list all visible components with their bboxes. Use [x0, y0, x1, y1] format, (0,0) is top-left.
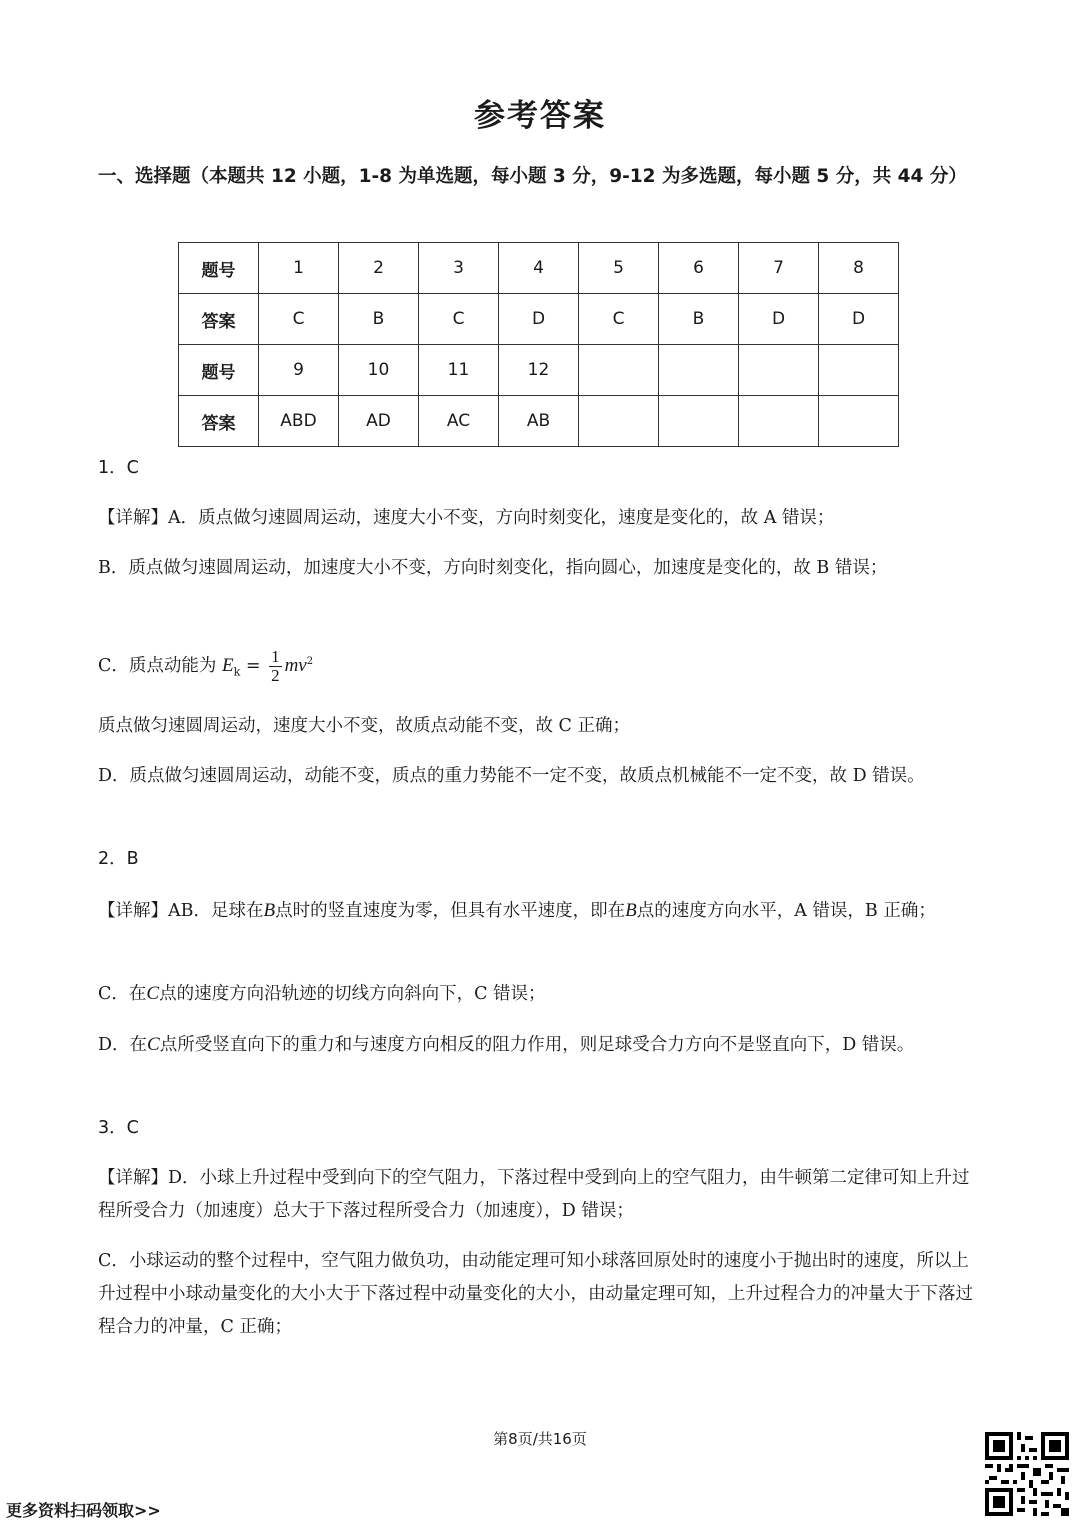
page-title: 参考答案 [474, 98, 606, 134]
q1-explanation-c-text: C．质点动能为 [98, 655, 217, 676]
table-cell: AB [499, 396, 579, 447]
table-cell: B [659, 294, 739, 345]
section-heading: 一、选择题（本题共 12 小题，1-8 为单选题，每小题 3 分，9-12 为多选题，每小题 5 分，共 44 分） [98, 166, 967, 187]
table-cell: D [819, 294, 899, 345]
table-row [179, 243, 899, 294]
table-cell: C [579, 294, 659, 345]
table-cell: 6 [659, 243, 739, 294]
table-cell: 9 [259, 345, 339, 396]
q1-explanation-c [98, 642, 978, 692]
table-cell: B [339, 294, 419, 345]
table-cell: 3 [419, 243, 499, 294]
table-row-header: 答案 [179, 396, 259, 447]
table-cell [579, 345, 659, 396]
page-number: 第8页/共16页 [493, 1430, 587, 1448]
kinetic-energy-formula: $E_k$ = $\frac{1}{2}$ $mv^2$ [221, 646, 314, 685]
table-cell [819, 396, 899, 447]
table-row [179, 294, 899, 345]
qr-code-icon[interactable] [985, 1432, 1069, 1516]
question-1-answer: 1．C [98, 458, 139, 478]
answer-table [178, 242, 899, 447]
table-cell: AD [339, 396, 419, 447]
table-cell: 4 [499, 243, 579, 294]
table-cell: 1 [259, 243, 339, 294]
table-row [179, 396, 899, 447]
more-resources-link[interactable]: 更多资料扫码领取>> [6, 1501, 161, 1520]
table-row-header: 题号 [179, 345, 259, 396]
q1-explanation-b: B．质点做匀速圆周运动，加速度大小不变，方向时刻变化，指向圆心，加速度是变化的，故 B 错误； [98, 558, 888, 578]
q1-explanation-d: D．质点做匀速圆周运动，动能不变，质点的重力势能不一定不变，故质点机械能不一定不变，故 D 错误。 [98, 766, 925, 786]
table-cell [739, 345, 819, 396]
q3-explanation-c: C．小球运动的整个过程中，空气阻力做负功，由动能定理可知小球落回原处时的速度小于抛出时的速度，所以上升过程中小球动量变化的大小大于下落过程中动量变化的大小，由动量定理可知，上升过程合力的冲量大于下落过程合力的冲量，C 正确； [98, 1251, 973, 1337]
q2-explanation-d: D．在C点所受竖直向下的重力和与速度方向相反的阻力作用，则足球受合力方向不是竖直向下，D 错误。 [98, 1034, 915, 1055]
table-cell [819, 345, 899, 396]
table-cell: D [499, 294, 579, 345]
table-cell: 5 [579, 243, 659, 294]
table-cell: 8 [819, 243, 899, 294]
table-row-header: 答案 [179, 294, 259, 345]
q2-explanation-ab: 【详解】AB．足球在B点时的竖直速度为零，但具有水平速度，即在B点的速度方向水平，A 错误，B 正确； [98, 900, 936, 921]
table-cell: ABD [259, 396, 339, 447]
table-cell: 10 [339, 345, 419, 396]
table-cell [579, 396, 659, 447]
table-cell: D [739, 294, 819, 345]
table-cell: 12 [499, 345, 579, 396]
table-cell: C [419, 294, 499, 345]
table-cell: 7 [739, 243, 819, 294]
table-row-header: 题号 [179, 243, 259, 294]
table-row [179, 345, 899, 396]
table-cell: 2 [339, 243, 419, 294]
question-2-answer: 2．B [98, 849, 139, 869]
table-cell [659, 396, 739, 447]
fraction: $\frac{1}{2}$ [271, 646, 280, 685]
table-cell: 11 [419, 345, 499, 396]
table-cell [659, 345, 739, 396]
q1-explanation-a: 【详解】A．质点做匀速圆周运动，速度大小不变，方向时刻变化，速度是变化的，故 A 错误； [98, 508, 835, 528]
table-cell: C [259, 294, 339, 345]
q3-explanation-d: 【详解】D．小球上升过程中受到向下的空气阻力，下落过程中受到向上的空气阻力，由牛顿第二定律可知上升过程所受合力（加速度）总大于下落过程所受合力（加速度），D 错误； [98, 1168, 970, 1221]
q2-explanation-c: C．在C点的速度方向沿轨迹的切线方向斜向下，C 错误； [98, 983, 546, 1004]
table-cell: AC [419, 396, 499, 447]
q1-explanation-c2: 质点做匀速圆周运动，速度大小不变，故质点动能不变，故 C 正确； [98, 716, 631, 736]
question-3-answer: 3．C [98, 1118, 139, 1138]
table-cell [739, 396, 819, 447]
